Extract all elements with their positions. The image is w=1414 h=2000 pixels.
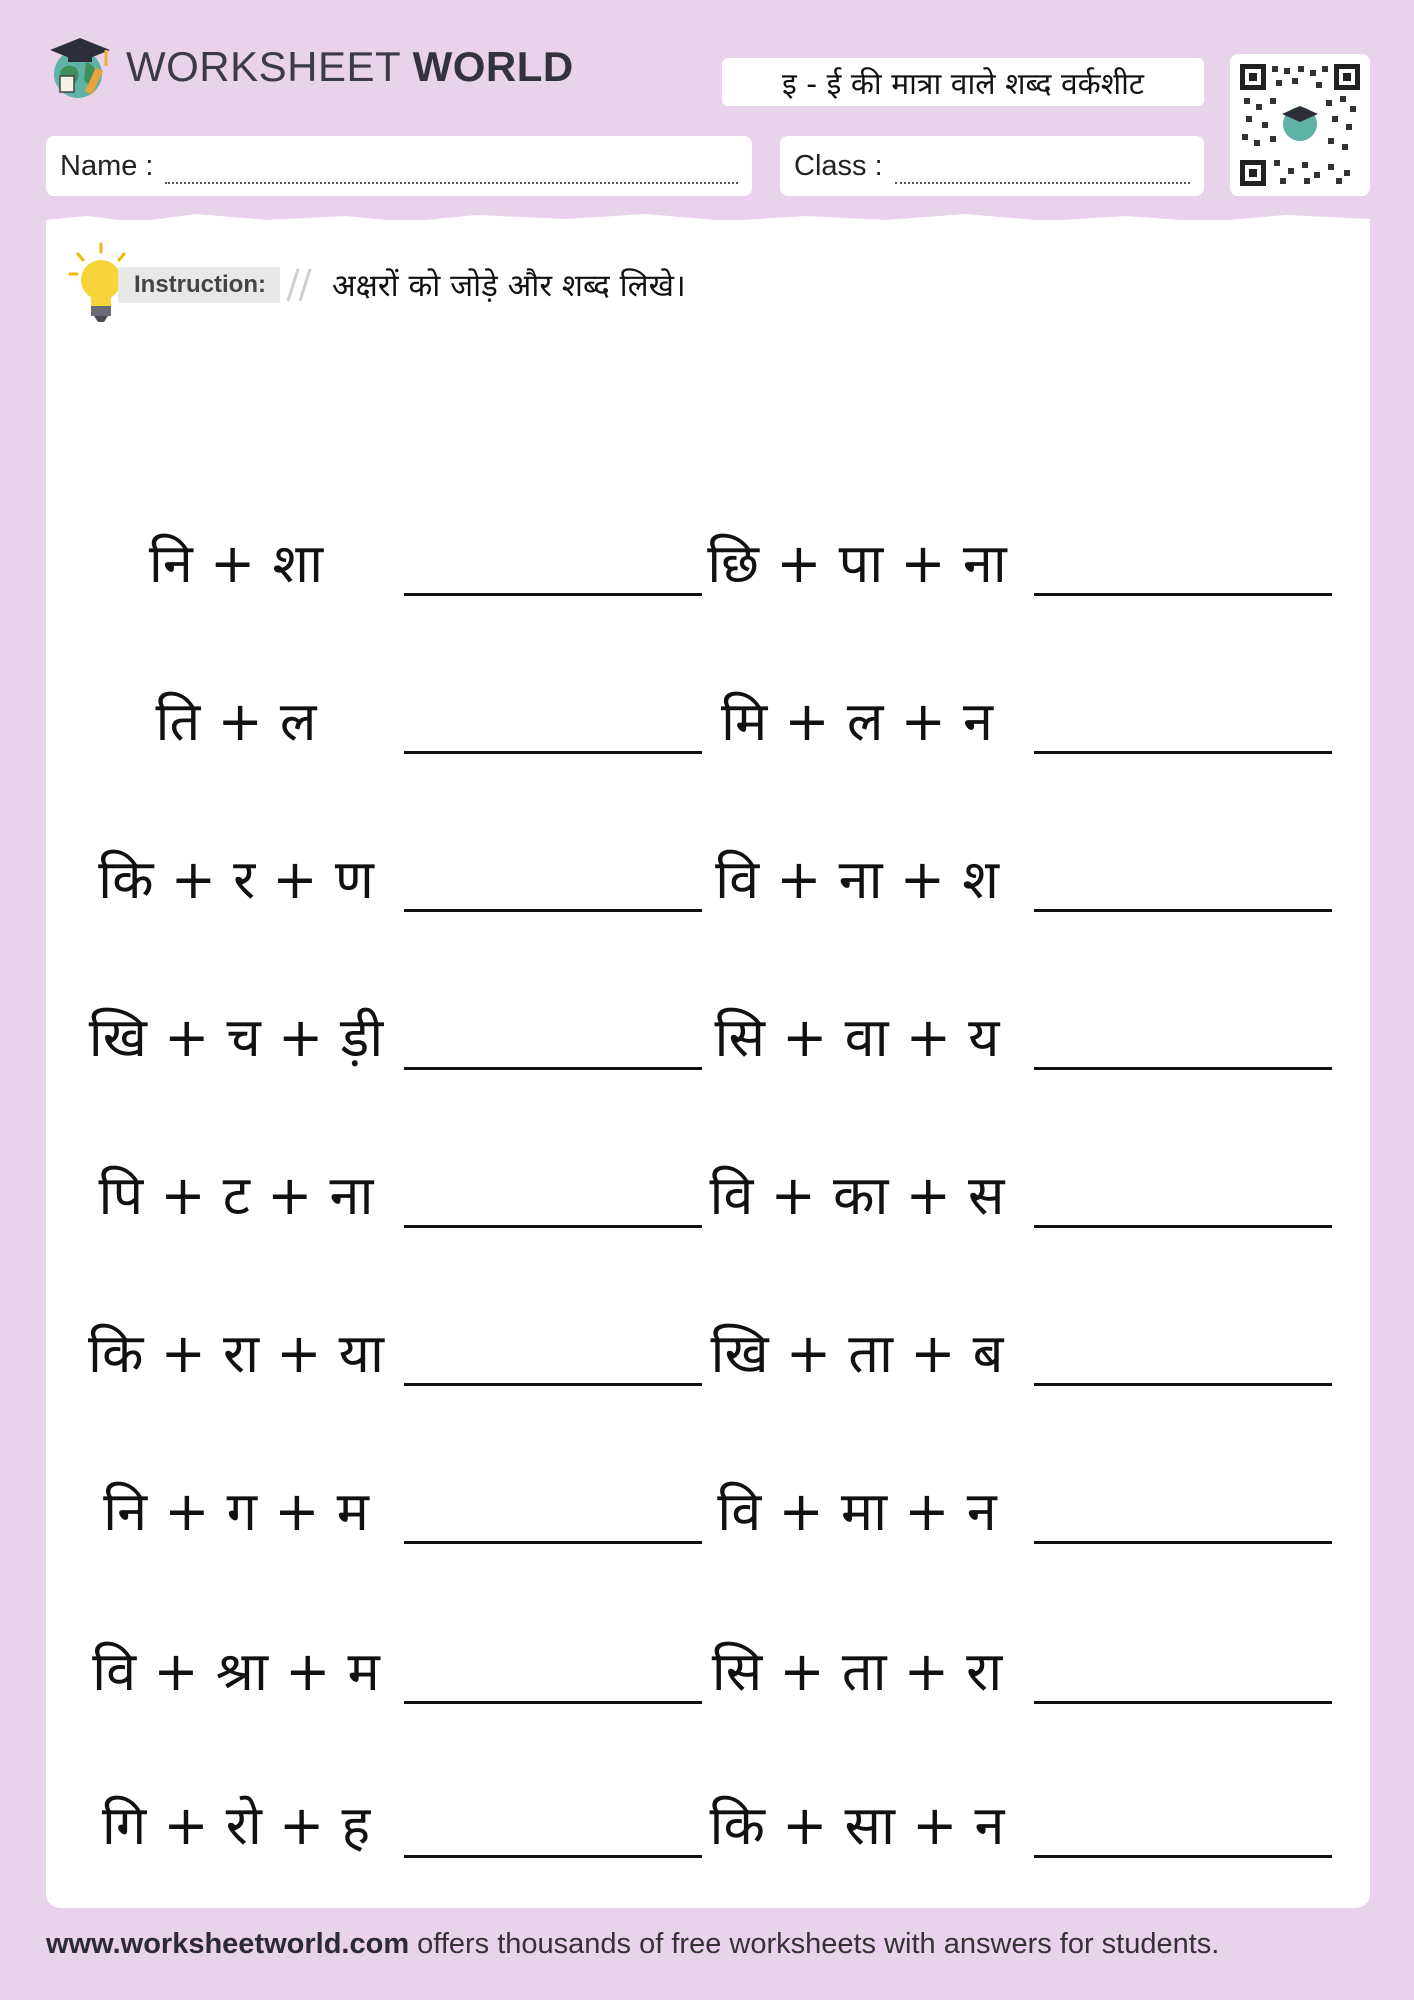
- worksheet-card: [46, 220, 1370, 1908]
- name-input-line[interactable]: [165, 158, 738, 184]
- left-expression: नि + शा: [148, 532, 324, 595]
- left-expression: गि + रो + ह: [101, 1794, 371, 1857]
- left-expression: वि + श्रा + म: [92, 1640, 380, 1703]
- exercise-row: [46, 1786, 1370, 1866]
- exercise-row: [46, 1632, 1370, 1712]
- right-answer-blank[interactable]: [1034, 1701, 1332, 1704]
- class-label: Class :: [794, 149, 883, 182]
- class-input-line[interactable]: [895, 158, 1190, 184]
- right-answer-blank[interactable]: [1034, 1067, 1332, 1070]
- right-answer-blank[interactable]: [1034, 751, 1332, 754]
- left-answer-blank[interactable]: [404, 593, 702, 596]
- instruction: [66, 240, 686, 330]
- name-label: Name :: [60, 149, 154, 182]
- left-expression: पि + ट + ना: [98, 1164, 374, 1227]
- right-answer-blank[interactable]: [1034, 1383, 1332, 1386]
- exercise-row: [46, 1156, 1370, 1236]
- right-expression: वि + मा + न: [717, 1480, 997, 1543]
- footer-text: offers thousands of free worksheets with answers for students.: [409, 1928, 1220, 1960]
- slash-divider: [284, 265, 324, 305]
- exercise-row: [46, 840, 1370, 920]
- left-answer-blank[interactable]: [404, 1855, 702, 1858]
- right-expression: वि + ना + श: [715, 848, 999, 911]
- right-answer-blank[interactable]: [1034, 593, 1332, 596]
- instruction-label: Instruction:: [118, 267, 280, 303]
- class-field[interactable]: [780, 136, 1204, 196]
- right-expression: खि + ता + ब: [710, 1322, 1004, 1385]
- qr-code-icon: [1240, 64, 1360, 186]
- left-answer-blank[interactable]: [404, 751, 702, 754]
- torn-edge: [46, 210, 1370, 230]
- right-expression: वि + का + स: [709, 1164, 1005, 1227]
- right-answer-blank[interactable]: [1034, 909, 1332, 912]
- right-answer-blank[interactable]: [1034, 1225, 1332, 1228]
- instruction-text: अक्षरों को जोड़े और शब्द लिखे।: [332, 268, 686, 304]
- worksheet-world-logo-icon: [46, 32, 114, 102]
- right-answer-blank[interactable]: [1034, 1541, 1332, 1544]
- right-answer-blank[interactable]: [1034, 1855, 1332, 1858]
- footer-site-link[interactable]: www.worksheetworld.com: [46, 1928, 410, 1960]
- qr-code[interactable]: [1230, 54, 1370, 196]
- right-expression: सि + वा + य: [714, 1006, 1000, 1069]
- right-expression: छि + पा + ना: [707, 532, 1007, 595]
- worksheet-title: इ - ई की मात्रा वाले शब्द वर्कशीट: [722, 58, 1204, 106]
- left-expression: कि + रा + या: [88, 1322, 384, 1385]
- left-answer-blank[interactable]: [404, 1383, 702, 1386]
- brand-header: [46, 32, 574, 102]
- right-expression: कि + सा + न: [709, 1794, 1005, 1857]
- right-expression: सि + ता + रा: [711, 1640, 1003, 1703]
- exercise-row: [46, 682, 1370, 762]
- left-expression: खि + च + ड़ी: [88, 1006, 384, 1069]
- name-field[interactable]: [46, 136, 752, 196]
- exercise-row: [46, 524, 1370, 604]
- left-answer-blank[interactable]: [404, 1225, 702, 1228]
- exercise-row: [46, 1472, 1370, 1552]
- left-answer-blank[interactable]: [404, 909, 702, 912]
- left-expression: नि + ग + म: [103, 1480, 369, 1543]
- left-expression: कि + र + ण: [98, 848, 374, 911]
- exercise-row: [46, 1314, 1370, 1394]
- exercise-row: [46, 998, 1370, 1078]
- footer: [46, 1928, 1376, 1968]
- left-answer-blank[interactable]: [404, 1541, 702, 1544]
- brand-name: WORKSHEET WORLD: [126, 43, 574, 90]
- right-expression: मि + ल + न: [720, 690, 993, 753]
- left-expression: ति + ल: [155, 690, 317, 753]
- left-answer-blank[interactable]: [404, 1701, 702, 1704]
- left-answer-blank[interactable]: [404, 1067, 702, 1070]
